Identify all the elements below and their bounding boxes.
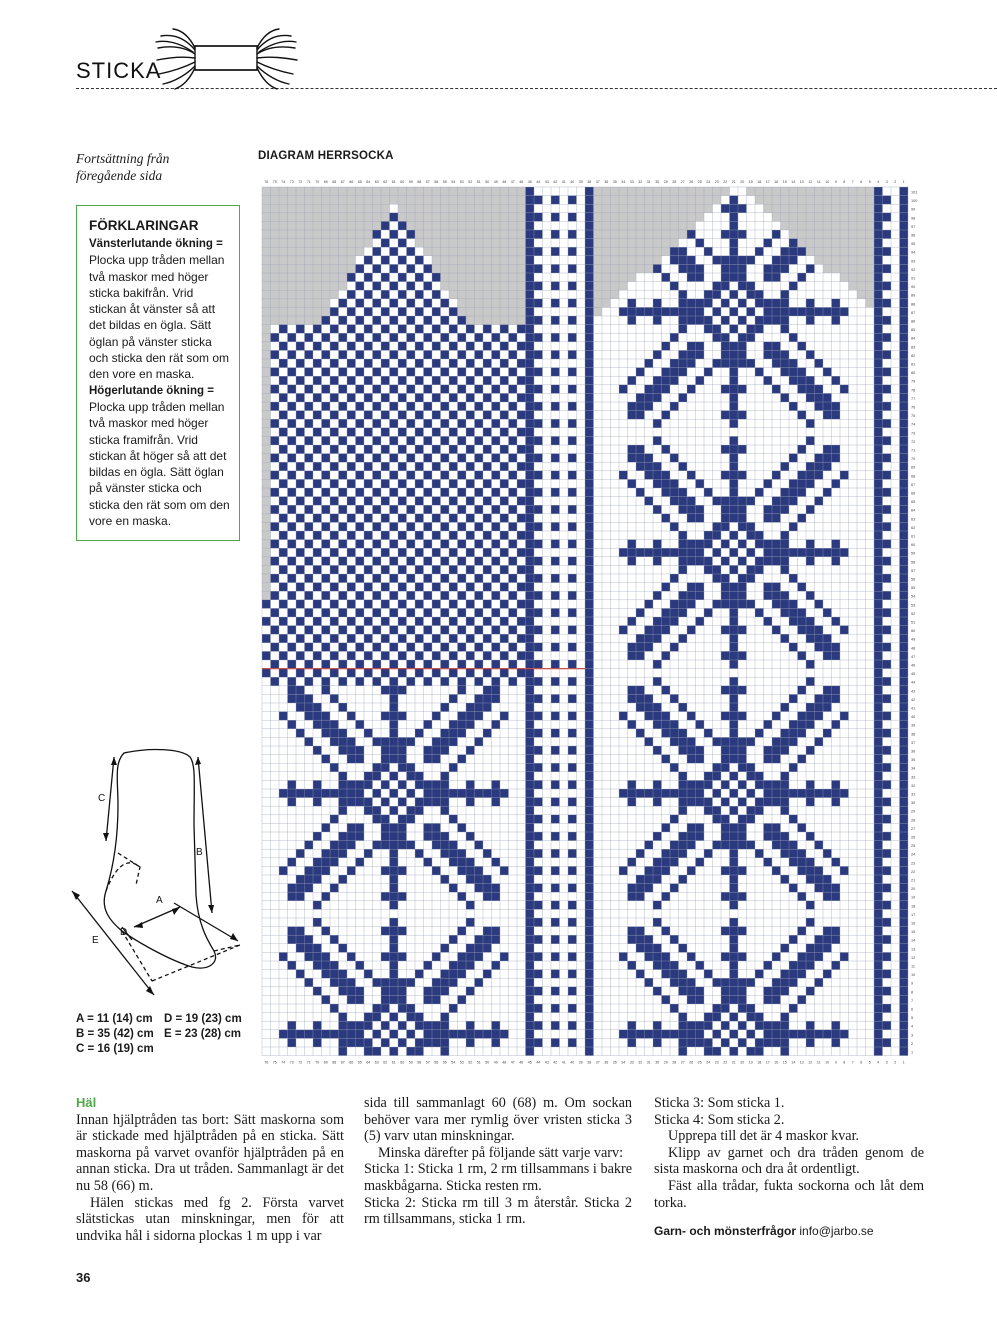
sock-label-d: D bbox=[120, 927, 128, 938]
svg-text:70: 70 bbox=[315, 180, 320, 184]
svg-text:32: 32 bbox=[911, 783, 916, 788]
svg-text:59: 59 bbox=[911, 551, 916, 556]
svg-text:22: 22 bbox=[911, 869, 916, 874]
measurement-c: C = 16 (19) cm bbox=[76, 1043, 154, 1055]
svg-text:42: 42 bbox=[553, 180, 558, 184]
svg-text:59: 59 bbox=[408, 180, 413, 184]
svg-text:11: 11 bbox=[816, 1060, 821, 1065]
svg-text:77: 77 bbox=[911, 396, 916, 401]
svg-text:8: 8 bbox=[843, 180, 846, 184]
svg-text:61: 61 bbox=[391, 180, 396, 184]
svg-text:11: 11 bbox=[816, 180, 821, 184]
svg-text:42: 42 bbox=[911, 697, 916, 702]
svg-text:80: 80 bbox=[911, 371, 916, 376]
svg-text:39: 39 bbox=[578, 1060, 583, 1065]
svg-text:43: 43 bbox=[544, 1060, 549, 1065]
svg-text:6: 6 bbox=[911, 1007, 914, 1012]
svg-text:67: 67 bbox=[911, 482, 916, 487]
svg-text:60: 60 bbox=[911, 543, 916, 548]
svg-text:46: 46 bbox=[519, 1060, 524, 1065]
svg-text:26: 26 bbox=[689, 180, 694, 184]
paragraph: Sticka 4: Som sticka 2. bbox=[654, 1111, 785, 1128]
svg-text:22: 22 bbox=[723, 1060, 728, 1065]
svg-text:84: 84 bbox=[911, 336, 916, 341]
svg-text:44: 44 bbox=[536, 1060, 541, 1065]
svg-text:3: 3 bbox=[911, 1033, 914, 1038]
svg-text:16: 16 bbox=[911, 921, 916, 926]
svg-text:40: 40 bbox=[570, 180, 575, 184]
svg-text:18: 18 bbox=[757, 1060, 762, 1065]
svg-text:42: 42 bbox=[553, 1060, 558, 1065]
svg-text:14: 14 bbox=[911, 938, 916, 943]
svg-text:27: 27 bbox=[680, 180, 685, 184]
svg-text:56: 56 bbox=[911, 577, 916, 582]
svg-text:35: 35 bbox=[911, 758, 916, 763]
svg-text:28: 28 bbox=[672, 1060, 677, 1065]
svg-text:16: 16 bbox=[774, 180, 779, 184]
svg-text:51: 51 bbox=[476, 180, 481, 184]
yarn-skein-icon bbox=[155, 28, 305, 90]
svg-text:23: 23 bbox=[911, 861, 916, 866]
svg-text:86: 86 bbox=[911, 319, 916, 324]
svg-text:57: 57 bbox=[425, 1060, 430, 1065]
svg-text:67: 67 bbox=[340, 180, 345, 184]
paragraph: Hälen stickas med fg 2. Första varvet slätstickas utan minskningar, men för att undvika hål i sidorna plockas 1 m upp i var bbox=[76, 1194, 344, 1244]
svg-text:76: 76 bbox=[264, 180, 269, 184]
measurement-d: D = 19 (23) cm bbox=[164, 1013, 242, 1025]
svg-text:54: 54 bbox=[451, 1060, 456, 1065]
svg-text:4: 4 bbox=[911, 1024, 914, 1029]
svg-text:73: 73 bbox=[289, 180, 294, 184]
svg-text:62: 62 bbox=[383, 180, 388, 184]
svg-text:12: 12 bbox=[808, 180, 813, 184]
svg-text:96: 96 bbox=[911, 233, 916, 238]
svg-text:10: 10 bbox=[911, 973, 916, 978]
svg-text:29: 29 bbox=[663, 1060, 668, 1065]
svg-text:8: 8 bbox=[911, 990, 914, 995]
svg-text:28: 28 bbox=[672, 180, 677, 184]
svg-text:47: 47 bbox=[510, 180, 515, 184]
svg-text:93: 93 bbox=[911, 259, 916, 264]
svg-text:6: 6 bbox=[860, 180, 863, 184]
svg-text:87: 87 bbox=[911, 310, 916, 315]
svg-text:10: 10 bbox=[825, 1060, 830, 1065]
svg-text:48: 48 bbox=[502, 1060, 507, 1065]
svg-text:21: 21 bbox=[731, 1060, 736, 1065]
svg-text:53: 53 bbox=[459, 1060, 464, 1065]
svg-text:50: 50 bbox=[485, 180, 490, 184]
svg-text:73: 73 bbox=[289, 1060, 294, 1065]
section-title: STICKA bbox=[76, 58, 162, 83]
svg-text:25: 25 bbox=[697, 1060, 702, 1065]
svg-text:27: 27 bbox=[911, 826, 916, 831]
svg-text:23: 23 bbox=[714, 1060, 719, 1065]
svg-text:63: 63 bbox=[911, 517, 916, 522]
svg-text:33: 33 bbox=[629, 180, 634, 184]
svg-text:34: 34 bbox=[621, 180, 626, 184]
svg-text:47: 47 bbox=[510, 1060, 515, 1065]
svg-text:90: 90 bbox=[911, 285, 916, 290]
svg-text:61: 61 bbox=[391, 1060, 396, 1065]
svg-text:65: 65 bbox=[357, 180, 362, 184]
svg-text:63: 63 bbox=[374, 180, 379, 184]
svg-text:36: 36 bbox=[604, 180, 609, 184]
svg-text:68: 68 bbox=[332, 1060, 337, 1065]
svg-text:89: 89 bbox=[911, 293, 916, 298]
svg-text:49: 49 bbox=[911, 637, 916, 642]
legend-title: FÖRKLARINGAR bbox=[89, 218, 199, 233]
svg-text:14: 14 bbox=[791, 1060, 796, 1065]
svg-text:21: 21 bbox=[731, 180, 736, 184]
paragraph: Innan hjälptråden tas bort: Sätt maskorna som är stickade med hjälptråden på en sticka. Sätt maskorna på varvet ovanför hjälptråden på en annan sticka. Dra ut tråden. Sammanlagt är det nu 58 (66) m. bbox=[76, 1111, 344, 1194]
svg-text:68: 68 bbox=[332, 180, 337, 184]
svg-text:58: 58 bbox=[417, 180, 422, 184]
svg-text:19: 19 bbox=[748, 1060, 753, 1065]
svg-text:45: 45 bbox=[527, 180, 532, 184]
svg-text:2: 2 bbox=[894, 1060, 897, 1065]
svg-text:37: 37 bbox=[595, 1060, 600, 1065]
svg-text:43: 43 bbox=[911, 689, 916, 694]
svg-text:26: 26 bbox=[689, 1060, 694, 1065]
svg-text:66: 66 bbox=[349, 180, 354, 184]
svg-text:41: 41 bbox=[561, 1060, 566, 1065]
svg-text:15: 15 bbox=[782, 180, 787, 184]
svg-text:41: 41 bbox=[561, 180, 566, 184]
svg-text:60: 60 bbox=[400, 1060, 405, 1065]
svg-text:39: 39 bbox=[911, 723, 916, 728]
svg-text:36: 36 bbox=[604, 1060, 609, 1065]
svg-text:69: 69 bbox=[323, 180, 328, 184]
svg-text:14: 14 bbox=[791, 180, 796, 184]
svg-text:32: 32 bbox=[638, 1060, 643, 1065]
svg-text:26: 26 bbox=[911, 835, 916, 840]
svg-text:52: 52 bbox=[468, 180, 473, 184]
text-column-2 bbox=[364, 1095, 632, 1228]
svg-text:3: 3 bbox=[885, 180, 888, 184]
svg-text:13: 13 bbox=[911, 947, 916, 952]
svg-text:24: 24 bbox=[706, 180, 711, 184]
svg-text:1: 1 bbox=[911, 1050, 914, 1055]
svg-text:55: 55 bbox=[442, 1060, 447, 1065]
sock-label-e: E bbox=[92, 935, 99, 946]
svg-text:18: 18 bbox=[757, 180, 762, 184]
contact-label: Garn- och mönsterfrågor bbox=[654, 1224, 797, 1239]
svg-text:78: 78 bbox=[911, 388, 916, 393]
svg-text:2: 2 bbox=[911, 1041, 914, 1046]
svg-text:39: 39 bbox=[578, 180, 583, 184]
svg-text:33: 33 bbox=[911, 775, 916, 780]
svg-text:101: 101 bbox=[911, 190, 918, 195]
svg-text:13: 13 bbox=[799, 1060, 804, 1065]
contact-email[interactable]: info@jarbo.se bbox=[799, 1224, 874, 1239]
svg-text:83: 83 bbox=[911, 345, 916, 350]
svg-text:5: 5 bbox=[868, 180, 871, 184]
svg-text:66: 66 bbox=[911, 491, 916, 496]
svg-text:70: 70 bbox=[315, 1060, 320, 1065]
svg-text:17: 17 bbox=[765, 1060, 770, 1065]
svg-text:24: 24 bbox=[911, 852, 916, 857]
svg-text:30: 30 bbox=[655, 180, 660, 184]
sock-label-c: C bbox=[98, 793, 106, 804]
svg-text:18: 18 bbox=[911, 904, 916, 909]
svg-text:61: 61 bbox=[911, 534, 916, 539]
svg-text:70: 70 bbox=[911, 457, 916, 462]
svg-text:44: 44 bbox=[536, 180, 541, 184]
svg-text:54: 54 bbox=[911, 594, 916, 599]
svg-text:46: 46 bbox=[911, 663, 916, 668]
svg-text:44: 44 bbox=[911, 680, 916, 685]
svg-text:75: 75 bbox=[272, 1060, 277, 1065]
svg-text:51: 51 bbox=[911, 620, 916, 625]
svg-text:5: 5 bbox=[911, 1016, 914, 1021]
svg-text:7: 7 bbox=[851, 1060, 854, 1065]
svg-text:30: 30 bbox=[655, 1060, 660, 1065]
svg-text:1: 1 bbox=[902, 1060, 905, 1065]
svg-text:75: 75 bbox=[911, 414, 916, 419]
svg-text:81: 81 bbox=[911, 362, 916, 367]
svg-text:85: 85 bbox=[911, 328, 916, 333]
svg-text:20: 20 bbox=[740, 180, 745, 184]
svg-text:65: 65 bbox=[357, 1060, 362, 1065]
svg-text:72: 72 bbox=[911, 439, 916, 444]
svg-text:31: 31 bbox=[646, 180, 651, 184]
svg-text:30: 30 bbox=[911, 801, 916, 806]
svg-text:9: 9 bbox=[834, 180, 837, 184]
svg-text:60: 60 bbox=[400, 180, 405, 184]
svg-text:76: 76 bbox=[911, 405, 916, 410]
svg-text:20: 20 bbox=[740, 1060, 745, 1065]
svg-text:50: 50 bbox=[485, 1060, 490, 1065]
svg-text:29: 29 bbox=[663, 180, 668, 184]
svg-text:35: 35 bbox=[612, 180, 617, 184]
svg-text:38: 38 bbox=[587, 1060, 592, 1065]
paragraph: sida till sammanlagt 60 (68) m. Om sockan behöver vara mer rymlig över vristen sticka 3 (5) varv utan minskningar. bbox=[364, 1095, 632, 1145]
svg-text:37: 37 bbox=[911, 740, 916, 745]
heel-heading: Häl bbox=[76, 1095, 97, 1110]
legend-right-text: Plocka upp tråden mellan två maskor med höger sticka framifrån. Vrid stickan åt höger så att det bildas en ögla. Sätt öglan på vänster sticka och sticka den rät som om den vore en maska. bbox=[89, 399, 230, 529]
paragraph: Sticka 2: Sticka rm till 3 m återstår. Sticka 2 rm tillsammans, sticka 1 rm. bbox=[364, 1194, 632, 1228]
measurements bbox=[76, 1012, 246, 1058]
svg-text:76: 76 bbox=[264, 1060, 269, 1065]
svg-text:92: 92 bbox=[911, 267, 916, 272]
intro-line: föregående sida bbox=[76, 168, 163, 183]
svg-text:72: 72 bbox=[298, 180, 303, 184]
svg-text:62: 62 bbox=[911, 525, 916, 530]
svg-text:97: 97 bbox=[911, 224, 916, 229]
svg-text:13: 13 bbox=[799, 180, 804, 184]
legend-right-heading: Högerlutande ökning = bbox=[89, 384, 214, 397]
text-column-1 bbox=[76, 1095, 344, 1244]
svg-text:64: 64 bbox=[366, 1060, 371, 1065]
svg-text:100: 100 bbox=[911, 199, 918, 204]
svg-text:53: 53 bbox=[459, 180, 464, 184]
paragraph: Sticka 3: Som sticka 1. bbox=[654, 1095, 785, 1111]
svg-text:64: 64 bbox=[366, 180, 371, 184]
svg-text:28: 28 bbox=[911, 818, 916, 823]
sock-measure-diagram bbox=[62, 745, 252, 1000]
svg-text:98: 98 bbox=[911, 216, 916, 221]
svg-text:36: 36 bbox=[911, 749, 916, 754]
svg-text:58: 58 bbox=[417, 1060, 422, 1065]
svg-text:34: 34 bbox=[911, 766, 916, 771]
svg-text:63: 63 bbox=[374, 1060, 379, 1065]
svg-text:46: 46 bbox=[519, 180, 524, 184]
measurement-a: A = 11 (14) cm bbox=[76, 1013, 153, 1025]
svg-text:82: 82 bbox=[911, 353, 916, 358]
measurement-b: B = 35 (42) cm bbox=[76, 1028, 154, 1040]
svg-text:32: 32 bbox=[638, 180, 643, 184]
svg-text:1: 1 bbox=[902, 180, 905, 184]
diagram-title: DIAGRAM HERRSOCKA bbox=[258, 150, 394, 162]
svg-text:16: 16 bbox=[774, 1060, 779, 1065]
svg-text:19: 19 bbox=[911, 895, 916, 900]
svg-text:88: 88 bbox=[911, 302, 916, 307]
svg-text:67: 67 bbox=[340, 1060, 345, 1065]
svg-text:64: 64 bbox=[911, 508, 916, 513]
svg-text:56: 56 bbox=[434, 180, 439, 184]
svg-text:20: 20 bbox=[911, 887, 916, 892]
svg-text:31: 31 bbox=[911, 792, 916, 797]
paragraph: Minska därefter på följande sätt varje varv: bbox=[378, 1144, 624, 1161]
svg-text:55: 55 bbox=[442, 180, 447, 184]
svg-text:57: 57 bbox=[911, 568, 916, 573]
svg-text:79: 79 bbox=[911, 379, 916, 384]
svg-text:33: 33 bbox=[629, 1060, 634, 1065]
svg-text:31: 31 bbox=[646, 1060, 651, 1065]
svg-text:99: 99 bbox=[911, 207, 916, 212]
svg-text:8: 8 bbox=[843, 1060, 846, 1065]
measurement-e: E = 23 (28) cm bbox=[164, 1028, 242, 1040]
svg-text:75: 75 bbox=[272, 180, 277, 184]
svg-text:22: 22 bbox=[723, 180, 728, 184]
svg-text:17: 17 bbox=[911, 912, 916, 917]
legend-left-text: Plocka upp tråden mellan två maskor med höger sticka bakifrån. Vrid stickan åt vänster så att det bildas en ögla. Sätt öglan på vänster sticka och sticka den rät som om den vore en maska. bbox=[89, 253, 230, 382]
svg-text:57: 57 bbox=[425, 180, 430, 184]
legend-left-heading: Vänsterlutande ökning = bbox=[89, 238, 223, 250]
svg-text:40: 40 bbox=[570, 1060, 575, 1065]
svg-text:24: 24 bbox=[706, 1060, 711, 1065]
svg-text:72: 72 bbox=[298, 1060, 303, 1065]
svg-text:3: 3 bbox=[885, 1060, 888, 1065]
svg-text:74: 74 bbox=[281, 1060, 286, 1065]
svg-text:71: 71 bbox=[911, 448, 916, 453]
svg-text:71: 71 bbox=[306, 1060, 311, 1065]
svg-text:73: 73 bbox=[911, 431, 916, 436]
svg-text:50: 50 bbox=[911, 629, 916, 634]
svg-text:55: 55 bbox=[911, 586, 916, 591]
svg-text:56: 56 bbox=[434, 1060, 439, 1065]
svg-text:95: 95 bbox=[911, 242, 916, 247]
svg-text:35: 35 bbox=[612, 1060, 617, 1065]
svg-text:47: 47 bbox=[911, 654, 916, 659]
svg-text:91: 91 bbox=[911, 276, 916, 281]
contact-line bbox=[654, 1223, 924, 1240]
svg-text:48: 48 bbox=[502, 180, 507, 184]
svg-text:41: 41 bbox=[911, 706, 916, 711]
svg-text:17: 17 bbox=[765, 180, 770, 184]
svg-text:74: 74 bbox=[911, 422, 916, 427]
knitting-chart bbox=[259, 174, 925, 1065]
svg-text:9: 9 bbox=[834, 1060, 837, 1065]
svg-text:62: 62 bbox=[383, 1060, 388, 1065]
svg-text:71: 71 bbox=[306, 180, 311, 184]
paragraph: Sticka 1: Sticka 1 rm, 2 rm tillsammans i bakre maskbågarna. Sticka resten rm. bbox=[364, 1161, 632, 1194]
svg-text:69: 69 bbox=[323, 1060, 328, 1065]
svg-text:38: 38 bbox=[911, 732, 916, 737]
svg-text:12: 12 bbox=[808, 1060, 813, 1065]
svg-text:52: 52 bbox=[468, 1060, 473, 1065]
svg-text:15: 15 bbox=[782, 1060, 787, 1065]
svg-text:7: 7 bbox=[911, 998, 914, 1003]
svg-text:4: 4 bbox=[877, 1060, 880, 1065]
svg-text:94: 94 bbox=[911, 250, 916, 255]
svg-text:53: 53 bbox=[911, 603, 916, 608]
svg-text:19: 19 bbox=[748, 180, 753, 184]
svg-text:68: 68 bbox=[911, 474, 916, 479]
svg-text:23: 23 bbox=[714, 180, 719, 184]
svg-text:58: 58 bbox=[911, 560, 916, 565]
svg-text:52: 52 bbox=[911, 611, 916, 616]
svg-text:66: 66 bbox=[349, 1060, 354, 1065]
svg-text:45: 45 bbox=[911, 672, 916, 677]
svg-text:54: 54 bbox=[451, 180, 456, 184]
svg-text:65: 65 bbox=[911, 500, 916, 505]
svg-text:12: 12 bbox=[911, 955, 916, 960]
paragraph: Klipp av garnet och dra tråden genom de sista maskorna och dra åt ordentligt. bbox=[654, 1144, 924, 1178]
intro-note bbox=[76, 150, 226, 184]
svg-text:49: 49 bbox=[493, 180, 498, 184]
svg-text:38: 38 bbox=[587, 180, 592, 184]
svg-text:40: 40 bbox=[911, 715, 916, 720]
svg-text:34: 34 bbox=[621, 1060, 626, 1065]
svg-text:25: 25 bbox=[911, 844, 916, 849]
svg-text:27: 27 bbox=[680, 1060, 685, 1065]
paragraph: Fäst alla trådar, fukta sockorna och låt dem torka. bbox=[654, 1177, 924, 1211]
svg-text:74: 74 bbox=[281, 180, 286, 184]
text-column-3 bbox=[654, 1095, 924, 1240]
sock-label-a: A bbox=[156, 895, 163, 906]
svg-text:15: 15 bbox=[911, 930, 916, 935]
svg-text:49: 49 bbox=[493, 1060, 498, 1065]
svg-text:10: 10 bbox=[825, 180, 830, 184]
svg-text:25: 25 bbox=[697, 180, 702, 184]
svg-text:2: 2 bbox=[894, 180, 897, 184]
svg-text:21: 21 bbox=[911, 878, 916, 883]
svg-text:43: 43 bbox=[544, 180, 549, 184]
svg-text:5: 5 bbox=[868, 1060, 871, 1065]
svg-text:69: 69 bbox=[911, 465, 916, 470]
sock-label-b: B bbox=[196, 847, 203, 858]
svg-text:37: 37 bbox=[595, 180, 600, 184]
svg-text:4: 4 bbox=[877, 180, 880, 184]
svg-text:48: 48 bbox=[911, 646, 916, 651]
legend-box bbox=[76, 205, 240, 541]
svg-text:45: 45 bbox=[527, 1060, 532, 1065]
svg-text:29: 29 bbox=[911, 809, 916, 814]
svg-text:51: 51 bbox=[476, 1060, 481, 1065]
page-number: 36 bbox=[76, 1270, 91, 1285]
svg-text:6: 6 bbox=[860, 1060, 863, 1065]
intro-line: Fortsättning från bbox=[76, 151, 170, 166]
svg-text:11: 11 bbox=[911, 964, 915, 969]
svg-text:59: 59 bbox=[408, 1060, 413, 1065]
svg-text:7: 7 bbox=[851, 180, 854, 184]
paragraph: Upprepa till det är 4 maskor kvar. bbox=[668, 1128, 860, 1145]
svg-text:9: 9 bbox=[911, 981, 914, 986]
